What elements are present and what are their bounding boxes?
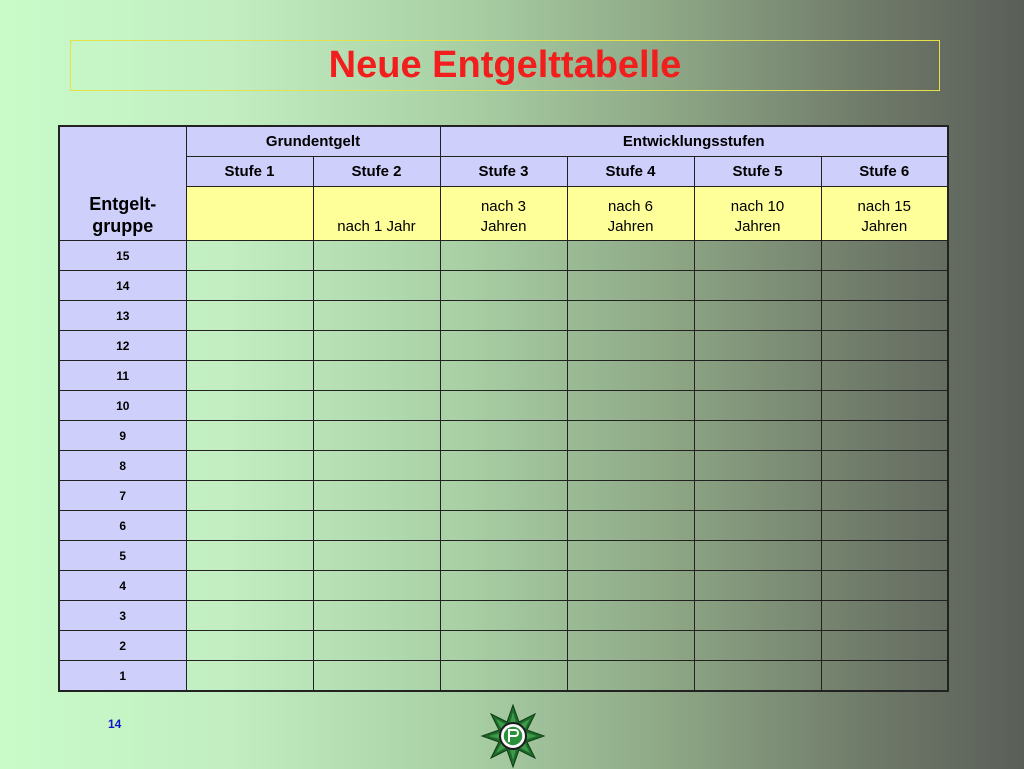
pay-cell	[313, 451, 440, 481]
header-row-groups	[59, 126, 948, 157]
pay-table	[58, 125, 949, 692]
pay-cell	[313, 271, 440, 301]
table-row	[59, 541, 948, 571]
group-label: 9	[59, 421, 186, 451]
corner-label-line2: gruppe	[92, 216, 154, 236]
pay-cell	[186, 631, 313, 661]
group-label: 2	[59, 631, 186, 661]
condition-line1: nach 6	[607, 198, 654, 215]
pay-cell	[440, 271, 567, 301]
pay-cell	[694, 331, 821, 361]
stufe-header-2: Stufe 2	[313, 157, 440, 187]
condition-cell-1	[186, 187, 313, 241]
stufe-header-4: Stufe 4	[567, 157, 694, 187]
corner-label-line1: Entgelt-	[89, 194, 157, 214]
pay-cell	[567, 631, 694, 661]
condition-line1: nach 3	[480, 198, 527, 215]
pay-cell	[694, 481, 821, 511]
pay-cell	[440, 481, 567, 511]
condition-cell-2	[313, 187, 440, 241]
group-label: 3	[59, 601, 186, 631]
pay-cell	[821, 571, 948, 601]
pay-cell	[186, 571, 313, 601]
condition-line2: Jahren	[861, 218, 908, 235]
pay-cell	[186, 241, 313, 271]
pay-cell	[694, 421, 821, 451]
pay-cell	[440, 361, 567, 391]
pay-cell	[313, 571, 440, 601]
table-row	[59, 631, 948, 661]
pay-cell	[440, 331, 567, 361]
pay-cell	[567, 421, 694, 451]
condition-cell-6	[821, 187, 948, 241]
pay-cell	[186, 331, 313, 361]
pay-cell	[567, 571, 694, 601]
table-row	[59, 241, 948, 271]
pay-cell	[567, 271, 694, 301]
table-row	[59, 331, 948, 361]
pay-cell	[186, 481, 313, 511]
table-row	[59, 511, 948, 541]
pay-cell	[821, 481, 948, 511]
pay-cell	[440, 601, 567, 631]
pay-cell	[567, 511, 694, 541]
corner-label	[59, 126, 186, 241]
table-row	[59, 601, 948, 631]
pay-cell	[821, 511, 948, 541]
pay-cell	[313, 361, 440, 391]
pay-cell	[821, 541, 948, 571]
table-row	[59, 421, 948, 451]
pay-cell	[186, 421, 313, 451]
group-label: 5	[59, 541, 186, 571]
pay-cell	[821, 451, 948, 481]
pay-cell	[186, 601, 313, 631]
pay-cell	[567, 361, 694, 391]
pay-cell	[313, 241, 440, 271]
pay-cell	[313, 541, 440, 571]
pay-cell	[821, 601, 948, 631]
condition-cell-4	[567, 187, 694, 241]
pay-cell	[821, 271, 948, 301]
pay-cell	[694, 661, 821, 692]
pay-cell	[313, 511, 440, 541]
pay-cell	[440, 391, 567, 421]
pay-cell	[313, 481, 440, 511]
pay-cell	[821, 391, 948, 421]
header-row-stufen	[59, 157, 948, 187]
pay-cell	[440, 511, 567, 541]
table-row	[59, 361, 948, 391]
pay-cell	[694, 361, 821, 391]
group-label: 15	[59, 241, 186, 271]
condition-line2: Jahren	[480, 218, 527, 235]
group-label: 13	[59, 301, 186, 331]
condition-line1: nach 15	[857, 198, 911, 215]
pay-cell	[313, 631, 440, 661]
pay-cell	[186, 511, 313, 541]
pay-cell	[694, 571, 821, 601]
pay-cell	[440, 421, 567, 451]
stufe-header-3: Stufe 3	[440, 157, 567, 187]
pay-cell	[440, 451, 567, 481]
table-row	[59, 571, 948, 601]
pay-cell	[567, 301, 694, 331]
group-label: 14	[59, 271, 186, 301]
group-label: 7	[59, 481, 186, 511]
pay-cell	[313, 301, 440, 331]
pay-cell	[186, 451, 313, 481]
pay-cell	[694, 541, 821, 571]
pay-cell	[440, 661, 567, 692]
table-row	[59, 451, 948, 481]
pay-cell	[567, 451, 694, 481]
condition-line2: nach 1 Jahr	[337, 218, 416, 235]
table-row	[59, 391, 948, 421]
condition-cell-5	[694, 187, 821, 241]
pay-cell	[694, 241, 821, 271]
pay-cell	[186, 271, 313, 301]
pay-cell	[186, 661, 313, 692]
header-row-conditions	[59, 187, 948, 241]
group-label: 1	[59, 661, 186, 692]
pay-cell	[694, 391, 821, 421]
pay-cell	[313, 421, 440, 451]
pay-cell	[821, 331, 948, 361]
pay-cell	[313, 661, 440, 692]
pay-cell	[694, 511, 821, 541]
group-label: 8	[59, 451, 186, 481]
pay-cell	[567, 661, 694, 692]
pay-cell	[694, 601, 821, 631]
stufe-header-5: Stufe 5	[694, 157, 821, 187]
condition-line2: Jahren	[607, 218, 654, 235]
page-title: Neue Entgelttabelle	[328, 44, 682, 86]
pay-cell	[186, 391, 313, 421]
group-label: 10	[59, 391, 186, 421]
pay-cell	[567, 241, 694, 271]
entwicklungsstufen-header: Entwicklungsstufen	[440, 126, 948, 157]
pay-cell	[694, 301, 821, 331]
table-row	[59, 661, 948, 692]
pay-cell	[821, 301, 948, 331]
stufe-header-6: Stufe 6	[821, 157, 948, 187]
pay-cell	[186, 361, 313, 391]
pay-cell	[186, 541, 313, 571]
group-label: 6	[59, 511, 186, 541]
stufe-header-1: Stufe 1	[186, 157, 313, 187]
pay-cell	[694, 271, 821, 301]
pay-cell	[694, 451, 821, 481]
title-box	[70, 40, 940, 91]
pay-cell	[313, 391, 440, 421]
table-row	[59, 271, 948, 301]
pay-cell	[821, 631, 948, 661]
pay-cell	[440, 571, 567, 601]
pay-cell	[440, 301, 567, 331]
pay-cell	[567, 481, 694, 511]
pay-cell	[821, 241, 948, 271]
pay-cell	[567, 391, 694, 421]
pay-cell	[186, 301, 313, 331]
group-label: 11	[59, 361, 186, 391]
pay-cell	[313, 601, 440, 631]
table-row	[59, 481, 948, 511]
pay-cell	[440, 241, 567, 271]
condition-cell-3	[440, 187, 567, 241]
group-label: 12	[59, 331, 186, 361]
pay-cell	[821, 661, 948, 692]
pay-cell	[567, 541, 694, 571]
pay-cell	[440, 631, 567, 661]
pay-cell	[313, 331, 440, 361]
pay-cell	[567, 331, 694, 361]
police-star-emblem-icon	[480, 703, 546, 769]
condition-line1: nach 10	[730, 198, 785, 215]
condition-line2: Jahren	[734, 218, 781, 235]
pay-cell	[694, 631, 821, 661]
pay-cell	[440, 541, 567, 571]
pay-cell	[821, 361, 948, 391]
grundentgelt-header: Grundentgelt	[186, 126, 440, 157]
group-label: 4	[59, 571, 186, 601]
page-number: 14	[108, 717, 122, 731]
pay-cell	[821, 421, 948, 451]
table-row	[59, 301, 948, 331]
pay-cell	[567, 601, 694, 631]
